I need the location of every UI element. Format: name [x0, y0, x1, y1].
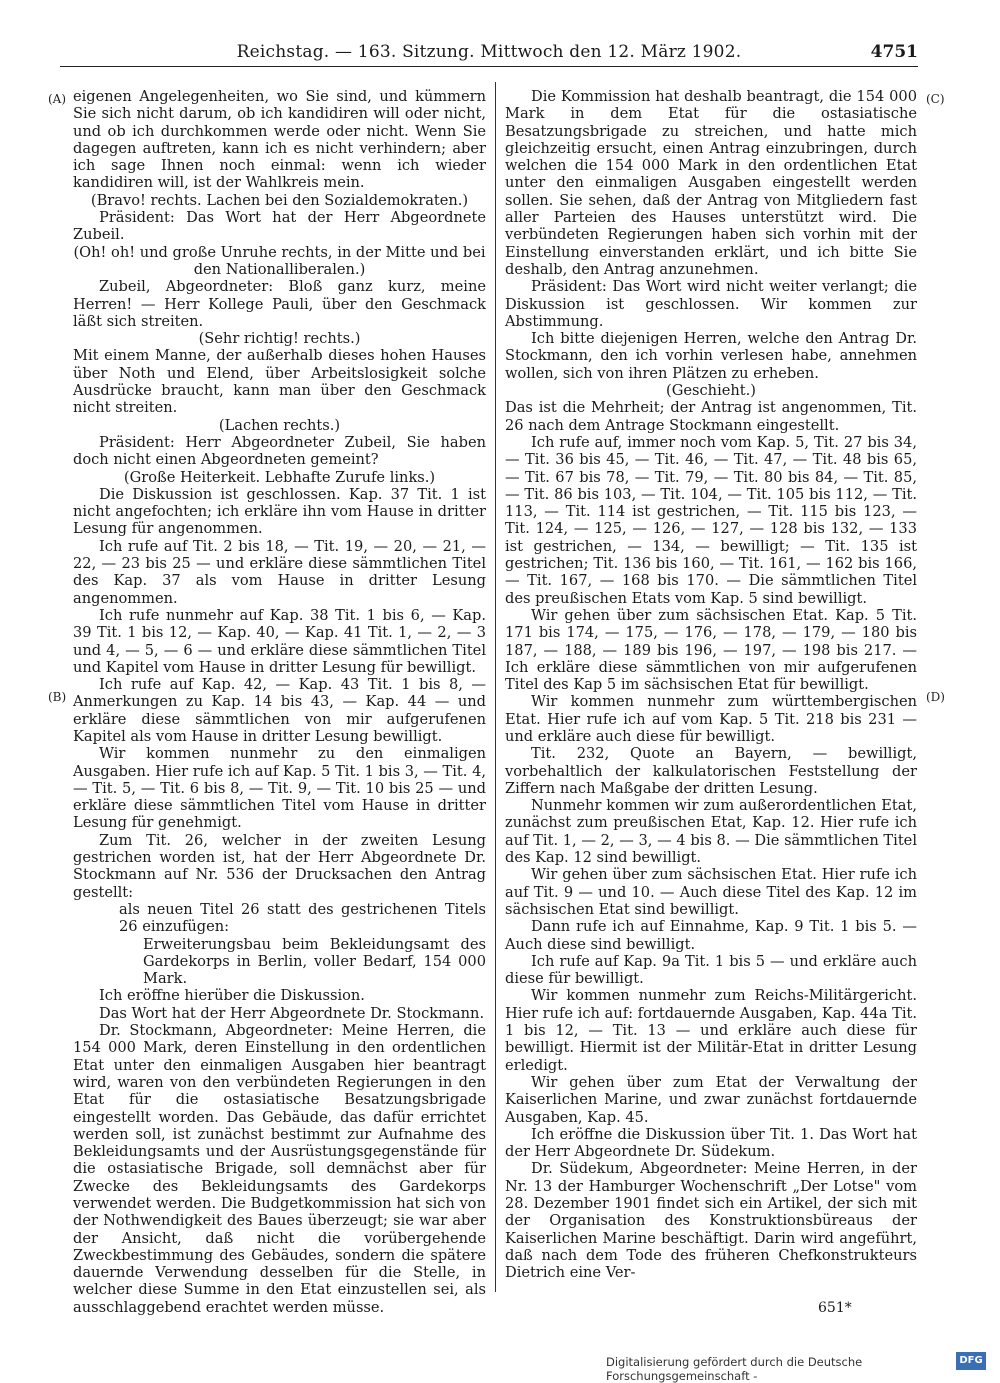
margin-marker-c: (C) [926, 92, 945, 106]
paragraph: Wir kommen nunmehr zum württembergischen Etat. Hier rufe ich auf vom Kap. 5 Tit. 218 bis 231 — und erkläre auch diese für bewilligt. [505, 693, 917, 745]
speaker-paragraph: Präsident: Das Wort wird nicht weiter verlangt; die Diskussion ist geschlossen. Wir kommen zur Abstimmung. [505, 278, 917, 330]
paragraph: Ich eröffne hierüber die Diskussion. [99, 987, 365, 1005]
digitization-credit: Digitalisierung gefördert durch die Deutsche Forschungsgemeinschaft - [606, 1355, 863, 1383]
paragraph: Das Wort hat der Herr Abgeordnete Dr. Stockmann. [99, 1004, 485, 1022]
speaker-paragraph: Zubeil, Abgeordneter: Bloß ganz kurz, meine Herren! — Herr Kollege Pauli, über den Geschmack läßt sich streiten. [73, 278, 486, 330]
margin-marker-b: (B) [48, 690, 67, 704]
paragraph: Ich rufe nunmehr auf Kap. 38 Tit. 1 bis 6, — Kap. 39 Tit. 1 bis 12, — Kap. 40, — Kap. 41 Tit. 1, — 2, — 3 und 4, — 5, — 6 — und erkläre diese sämmtlichen Titel und Kapitel vom Hause in dritter Lesung für bewilligt. [73, 606, 486, 676]
sheet-signature: 651* [818, 1300, 852, 1316]
motion-item: Erweiterungsbau beim Bekleidungsamt des Gardekorps in Berlin, voller Bedarf, 154 000 Mark. [143, 935, 486, 988]
margin-marker-a: (A) [48, 92, 67, 106]
paragraph: Tit. 232, Quote an Bayern, — bewilligt, vorbehaltlich der kalkulatorischen Feststellung der Ziffern nach Maßgabe der dritten Lesung. [505, 745, 917, 797]
speaker-paragraph: Dr. Stockmann, Abgeordneter: Meine Herren, die 154 000 Mark, deren Einstellung in den ordentlichen Etat unter den einmaligen Ausgaben hier beantragt wird, waren von den verbündeten Regierungen in den Etat für die ostasiatische Besatzungsbrigade eingestellt worden. Das Gebäude, das dafür errichtet werden soll, ist zunächst bestimmt zur Aufnahme des Bekleidungsamts und der Ausrüstungsgegenstände für die ostasiatische Brigade, soll demnächst aber für Zwecke des Bekleidungsamts des Gardekorps verwendet werden. Die Budgetkommission hat sich von der Nothwendigkeit des Baues überzeugt; sie war aber der Ansicht, daß nicht die vorübergehende Zweckbestimmung des Gebäudes, sondern die spätere dauernde Verwendung desselben für die Stelle, in welcher diese Summe in den Etat einzustellen sei, als ausschlaggebend erachtet werden müsse. [73, 1022, 486, 1316]
speaker-paragraph: Präsident: Herr Abgeordneter Zubeil, Sie haben doch nicht einen Abgeordneten gemeint? [73, 433, 486, 469]
interjection: (Oh! oh! und große Unruhe rechts, in der Mitte und bei den Nationalliberalen.) [73, 243, 486, 278]
paragraph: Ich rufe auf Tit. 2 bis 18, — Tit. 19, — 20, — 21, — 22, — 23 bis 25 — und erkläre diese sämmtlichen Titel des Kap. 37 als vom Hause in dritter Lesung angenommen. [73, 537, 486, 607]
paragraph: Wir kommen nunmehr zum Reichs-Militärgericht. Hier rufe ich auf: fortdauernde Ausgaben, Kap. 44a Tit. 1 bis 12, — Tit. 13 — und erkläre auch diese für bewilligt. Hiermit ist der Militär-Etat in dritter Lesung erledigt. [505, 987, 917, 1074]
interjection: (Lachen rechts.) [218, 416, 341, 434]
paragraph: Ich rufe auf Kap. 42, — Kap. 43 Tit. 1 bis 8, — Anmerkungen zu Kap. 14 bis 43, — Kap. 44 — und erkläre diese sämmtlichen von mir aufgerufenen Kapitel als vom Hause in dritter Lesung bewilligt. [73, 676, 486, 745]
interjection: (Geschieht.) [666, 382, 756, 400]
paragraph: Die Diskussion ist geschlossen. Kap. 37 Tit. 1 ist nicht angefochten; ich erkläre ihn vom Hause in dritter Lesung für angenommen. [73, 485, 486, 538]
margin-marker-d: (D) [926, 690, 945, 704]
paragraph: Dann rufe ich auf Einnahme, Kap. 9 Tit. 1 bis 5. — Auch diese sind bewilligt. [505, 918, 917, 953]
paragraph: Ich bitte diejenigen Herren, welche den Antrag Dr. Stockmann, den ich vorhin verlesen habe, annehmen wollen, sich von ihren Plätzen zu erheben. [505, 330, 917, 382]
interjection: (Bravo! rechts. Lachen bei den Sozialdemokraten.) [90, 191, 469, 209]
column-divider [495, 82, 496, 1292]
interjection: (Sehr richtig! rechts.) [198, 330, 361, 348]
right-column [505, 88, 917, 1281]
paragraph: Wir gehen über zum sächsischen Etat. Kap. 5 Tit. 171 bis 174, — 175, — 176, — 178, — 179, — 180 bis 187, — 188, — 189 bis 196, — 197, — 198 bis 217. — Ich erkläre diese sämmtlichen von mir aufgerufenen Titel des Kap 5 im sächsischen Etat für bewilligt. [505, 606, 917, 694]
paragraph: Mit einem Manne, der außerhalb dieses hohen Hauses über Noth und Elend, über Arbeitslosigkeit solche Ausdrücke braucht, kann man über den Geschmack nicht streiten. [73, 347, 486, 417]
paragraph: Wir gehen über zum sächsischen Etat. Hier rufe ich auf Tit. 9 — und 10. — Auch diese Titel des Kap. 12 im sächsischen Etat sind bewilligt. [505, 866, 917, 918]
left-column [73, 88, 486, 1316]
page-number: 4751 [870, 42, 918, 62]
paragraph: Das ist die Mehrheit; der Antrag ist angenommen, Tit. 26 nach dem Antrage Stockmann eingestellt. [505, 399, 917, 434]
dfg-logo: DFG [956, 1352, 986, 1370]
speaker-paragraph: Dr. Südekum, Abgeordneter: Meine Herren, in der Nr. 13 der Hamburger Wochenschrift „Der Lotse" vom 28. Dezember 1901 findet sich ein Artikel, der sich mit der Organisation des Konstruktionsbüreaus der Kaiserlichen Marine beschäftigt. Darin wird angeführt, daß nach dem Tode des früheren Chefkonstrukteurs Dietrich eine Ver- [505, 1160, 917, 1282]
speaker-paragraph: Präsident: Das Wort hat der Herr Abgeordnete Zubeil. [73, 209, 486, 244]
paragraph: Nunmehr kommen wir zum außerordentlichen Etat, zunächst zum preußischen Etat, Kap. 12. Hier rufe ich auf Tit. 1, — 2, — 3, — 4 bis 8. — Die sämmtlichen Titel des Kap. 12 sind bewilligt. [505, 797, 917, 867]
paragraph: Wir kommen nunmehr zu den einmaligen Ausgaben. Hier rufe ich auf Kap. 5 Tit. 1 bis 3, — Tit. 4, — Tit. 5, — Tit. 6 bis 8, — Tit. 9, — Tit. 10 bis 25 — und erkläre diese sämmtlichen Titel vom Hause in dritter Lesung für genehmigt. [73, 745, 486, 832]
paragraph: Zum Tit. 26, welcher in der zweiten Lesung gestrichen worden ist, hat der Herr Abgeordnete Dr. Stockmann auf Nr. 536 der Drucksachen den Antrag gestellt: [73, 831, 486, 901]
paragraph: Die Kommission hat deshalb beantragt, die 154 000 Mark in dem Etat für die ostasiatische Besatzungsbrigade zu streichen, und hatte mich gleichzeitig ersucht, einen Antrag einzubringen, durch welchen die 154 000 Mark in den ordentlichen Etat unter den einmaligen Ausgaben eingestellt werden sollen. Sie sehen, daß der Antrag von Mitgliedern fast aller Parteien des Hauses unterstützt wird. Die verbündeten Regierungen haben sich vorhin mit der Einstellung einverstanden erklärt, und ich bitte Sie deshalb, den Antrag anzunehmen. [505, 88, 917, 278]
paragraph: Ich rufe auf Kap. 9a Tit. 1 bis 5 — und erkläre auch diese für bewilligt. [505, 952, 917, 988]
paragraph: Wir gehen über zum Etat der Verwaltung der Kaiserlichen Marine, und zwar zunächst fortdauernde Ausgaben, Kap. 45. [505, 1073, 917, 1126]
page-header [60, 40, 918, 67]
motion-text: als neuen Titel 26 statt des gestrichenen Titels 26 einzufügen: [119, 900, 486, 936]
paragraph: Ich rufe auf, immer noch vom Kap. 5, Tit. 27 bis 34, — Tit. 36 bis 45, — Tit. 46, — Tit. 47, — Tit. 48 bis 65, — Tit. 67 bis 78, — Tit. 79, — Tit. 80 bis 84, — Tit. 85, — Tit. 86 bis 103, — Tit. 104, — Tit. 105 bis 112, — Tit. 113, — Tit. 114 ist gestrichen, — Tit. 115 bis 123, — Tit. 124, — 125, — 126, — 127, — 128 bis 132, — 133 ist gestrichen, — 134, — bewilligt; — Tit. 135 ist gestrichen; Tit. 136 bis 160, — Tit. 161, — 162 bis 166, — Tit. 167, — 168 bis 170. — Die sämmtlichen Titel des preußischen Etats vom Kap. 5 sind bewilligt. [505, 433, 917, 607]
page-title: Reichstag. — 163. Sitzung. Mittwoch den 12. März 1902. [236, 42, 742, 62]
paragraph: Ich eröffne die Diskussion über Tit. 1. Das Wort hat der Herr Abgeordnete Dr. Südekum. [505, 1125, 917, 1161]
interjection: (Große Heiterkeit. Lebhafte Zurufe links.) [123, 468, 436, 486]
paragraph: eigenen Angelegenheiten, wo Sie sind, und kümmern Sie sich nicht darum, ob ich kandidiren will oder nicht, und ob ich durchkommen werde oder nicht. Wenn Sie dagegen auftreten, kann ich es nicht verhindern; aber ich sage Ihnen noch einmal: wenn ich wieder kandidiren will, ist der Wahlkreis mein. [73, 88, 486, 192]
